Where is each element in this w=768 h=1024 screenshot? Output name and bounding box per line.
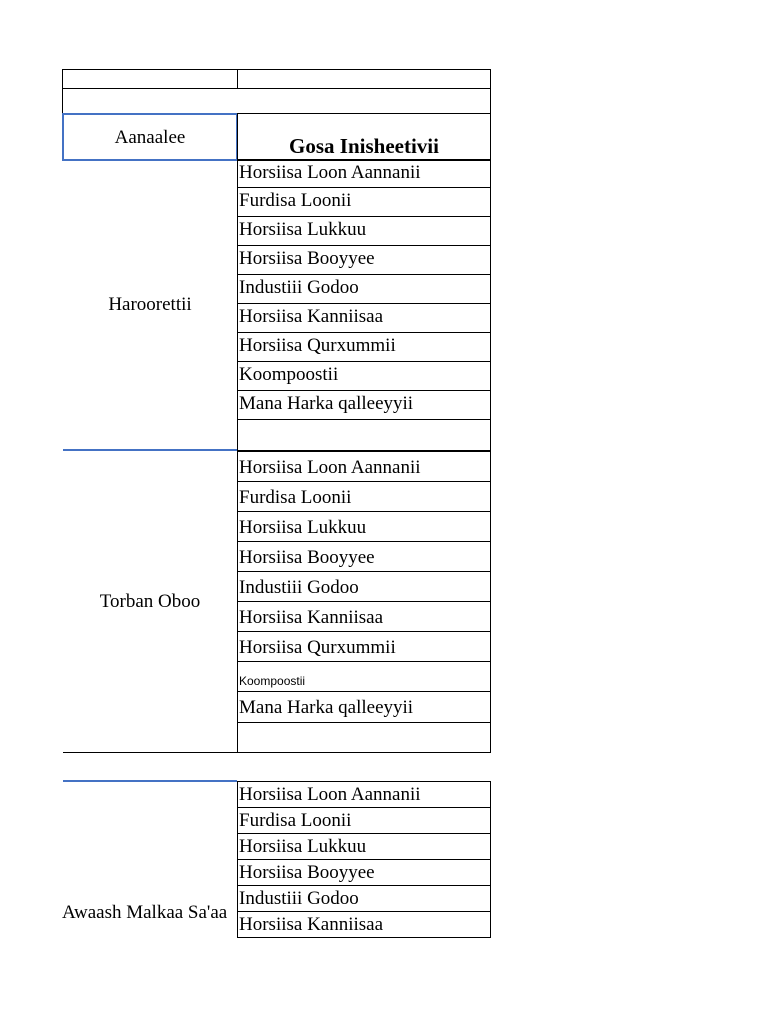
empty-row-1-col-a [62,69,238,89]
group-divider [63,449,237,451]
list-item: Mana Harka qalleeyyii [237,390,491,420]
list-item: Horsiisa Loon Aannanii [237,159,491,188]
aanaalee-header-cell [62,113,238,161]
list-item: Koompoostii [237,361,491,391]
empty-row-1-col-b [237,69,491,89]
list-item: Industiii Godoo [237,571,491,602]
list-item: Mana Harka qalleeyyii [237,691,491,723]
list-item: Horsiisa Lukkuu [237,216,491,246]
list-item: Horsiisa Qurxummii [237,631,491,662]
list-item: Horsiisa Loon Aannanii [237,451,491,482]
group-label-awaash-malkaa-saa: Awaash Malkaa Sa'aa [62,902,228,923]
list-item: Horsiisa Kanniisaa [237,303,491,333]
list-item: Horsiisa Loon Aannanii [237,781,491,808]
list-item: Horsiisa Booyyee [237,859,491,886]
list-item: Industiii Godoo [237,274,491,304]
group-divider [63,780,237,782]
list-item: Horsiisa Booyyee [237,541,491,572]
list-item: Furdisa Loonii [237,481,491,512]
list-item [237,419,491,451]
empty-row-2 [62,88,491,114]
list-item: Horsiisa Booyyee [237,245,491,275]
list-item: Horsiisa Kanniisaa [237,911,491,938]
list-item: Horsiisa Lukkuu [237,833,491,860]
gosa-header-cell [237,113,491,161]
list-item: Horsiisa Qurxummii [237,332,491,362]
group-label-torban-oboo: Torban Oboo [99,591,201,612]
list-item: Furdisa Loonii [237,807,491,834]
list-item: Furdisa Loonii [237,187,491,217]
group-label-haroorettii: Haroorettii [108,294,192,315]
list-item: Industiii Godoo [237,885,491,912]
list-item: Horsiisa Kanniisaa [237,601,491,632]
gosa-title: Gosa Inisheetivii [289,134,439,158]
list-item [237,722,491,753]
list-item: Koompoostii [237,661,491,692]
list-item: Horsiisa Lukkuu [237,511,491,542]
aanaalee-label: Aanaalee [114,127,186,148]
group-bottom-border [63,752,238,753]
